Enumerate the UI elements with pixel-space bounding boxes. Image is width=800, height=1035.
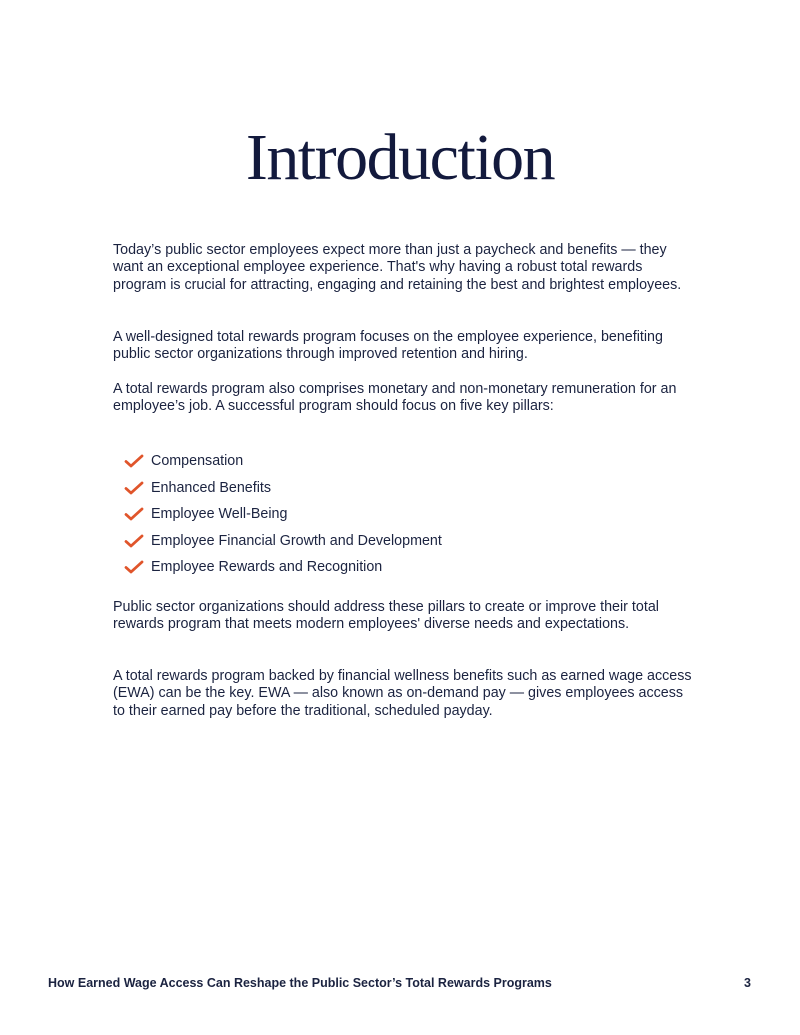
pillar-label: Compensation — [151, 453, 244, 470]
footer-document-title: How Earned Wage Access Can Reshape the Public Sector’s Total Rewards Programs — [48, 976, 552, 990]
intro-paragraph-3: A total rewards program also comprises monetary and non-monetary remuneration for an employee’s job. A successful program should focus on five key pillars: — [113, 381, 677, 415]
page-title: Introduction — [245, 121, 555, 194]
list-item — [124, 475, 442, 502]
pillar-label: Employee Rewards and Recognition — [151, 559, 383, 576]
intro-paragraph-4: Public sector organizations should address these pillars to create or improve their total rewards program that meets modern employees' diverse needs and expectations. — [113, 599, 659, 633]
pillar-label: Employee Well-Being — [151, 506, 288, 523]
list-item — [124, 501, 442, 528]
list-item — [124, 448, 442, 475]
page-number: 3 — [744, 976, 751, 990]
checkmark-icon — [124, 480, 144, 496]
checkmark-icon — [124, 559, 144, 575]
intro-paragraph-2: A well-designed total rewards program focuses on the employee experience, benefiting public sector organizations through improved retention and hiring. — [113, 329, 663, 363]
checkmark-icon — [124, 533, 144, 549]
list-item — [124, 554, 442, 581]
list-item — [124, 528, 442, 555]
intro-paragraph-5: A total rewards program backed by financial wellness benefits such as earned wage access (EWA) can be the key. EWA — also known as on-demand pay — gives employees access to their earned pay before the traditional, scheduled payday. — [113, 668, 692, 719]
checkmark-icon — [124, 506, 144, 522]
intro-paragraph-1: Today’s public sector employees expect more than just a paycheck and benefits — they want an exceptional employee experience. That's why having a robust total rewards program is crucial for attracting, engaging and retaining the best and brightest employees. — [113, 242, 682, 293]
checkmark-icon — [124, 453, 144, 469]
pillar-list — [124, 448, 442, 581]
pillar-label: Employee Financial Growth and Development — [151, 532, 442, 549]
pillar-label: Enhanced Benefits — [151, 479, 272, 496]
